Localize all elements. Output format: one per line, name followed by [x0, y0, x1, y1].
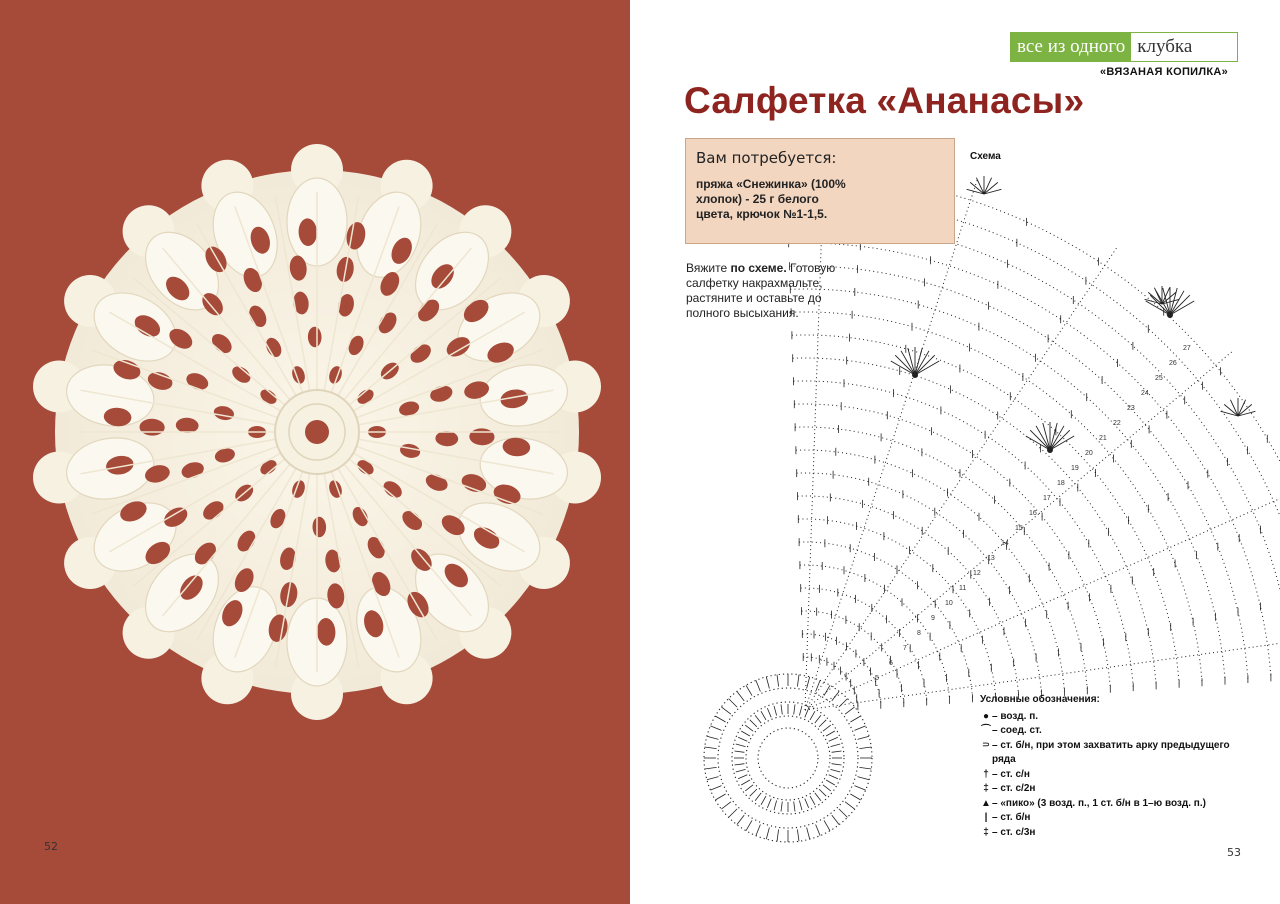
row-number: 5 [875, 675, 879, 682]
triangle-icon: ▲ [981, 797, 991, 809]
row-number: 10 [945, 600, 953, 607]
row-number: 9 [931, 615, 935, 622]
legend-item [980, 724, 1240, 739]
page-number-left: 52 [44, 840, 58, 853]
page-title: Салфетка «Ананасы» [684, 80, 1085, 121]
requirements-text: пряжа «Снежинка» (100% хлопок) - 25 г белого цвета, крючок №1-1,5. [696, 177, 846, 221]
row-number: 22 [1113, 420, 1121, 427]
legend-item [980, 739, 1240, 768]
row-number: 24 [1141, 390, 1149, 397]
legend-item [980, 826, 1240, 841]
instructions-lead: Вяжите [686, 261, 731, 275]
row-number: 21 [1099, 435, 1107, 442]
legend-item-text: – возд. п. [992, 710, 1039, 722]
legend-item-text: – ст. б/н [992, 812, 1031, 823]
row-number: 27 [1183, 345, 1191, 352]
row-number: 11 [959, 585, 967, 592]
page-number-right: 53 [1227, 846, 1241, 859]
row-number: 26 [1169, 360, 1177, 367]
section-header-green: все из одного [1011, 33, 1131, 61]
row-number: 7 [903, 645, 907, 652]
row-number: 12 [973, 570, 981, 577]
requirements-box [685, 138, 955, 244]
row-number: 17 [1043, 495, 1051, 502]
cross1-icon: † [983, 768, 989, 780]
row-number: 25 [1155, 375, 1163, 382]
schema-label: Схема [970, 151, 1001, 162]
requirements-heading: Вам потребуется: [696, 149, 837, 167]
row-number: 23 [1127, 405, 1135, 412]
instructions-rest: Готовую салфетку накрахмальте, растяните и оставьте до полного высыхания. [686, 261, 836, 320]
row-number: 18 [1057, 480, 1065, 487]
section-subheader: «ВЯЗАНАЯ КОПИЛКА» [1100, 66, 1229, 78]
legend-item-text: – ст. с/2н [992, 783, 1036, 794]
legend [980, 693, 1240, 840]
legend-item-text: – соед. ст. [992, 725, 1042, 736]
legend-title: Условные обозначения: [980, 694, 1100, 705]
doily-photo [25, 140, 610, 725]
bar-icon: | [984, 812, 988, 823]
dot-icon: ● [982, 710, 990, 722]
row-number: 19 [1071, 465, 1079, 472]
row-number: 15 [1015, 525, 1023, 532]
legend-item-text: – ст. с/н [992, 768, 1030, 780]
row-number: 20 [1085, 450, 1093, 457]
instructions-bold: по схеме. [730, 261, 787, 275]
right-page [630, 0, 1280, 904]
legend-item [980, 811, 1240, 826]
legend-item-text: – ст. б/н, при этом захватить арку предыдущего ряда [992, 739, 1230, 765]
row-number: 14 [1001, 540, 1009, 547]
section-header-white: клубка [1137, 36, 1193, 57]
row-number: 6 [889, 660, 893, 667]
legend-item [980, 797, 1240, 812]
legend-item [980, 768, 1240, 783]
instructions-text [686, 261, 846, 321]
hook-icon: ⸧ [981, 739, 991, 751]
arc-icon: ⌒ [981, 725, 991, 736]
cross2-icon: ‡ [983, 783, 989, 794]
legend-item-text: – «пико» (3 возд. п., 1 ст. б/н в 1–ю возд. п.) [992, 797, 1206, 809]
row-number: 13 [987, 555, 995, 562]
legend-item-text: – ст. с/3н [992, 826, 1036, 838]
cross3-icon: ‡ [983, 826, 989, 838]
legend-item [980, 710, 1240, 725]
row-number: 16 [1029, 510, 1037, 517]
legend-item [980, 782, 1240, 797]
row-number: 8 [917, 630, 921, 637]
left-page [0, 0, 630, 904]
